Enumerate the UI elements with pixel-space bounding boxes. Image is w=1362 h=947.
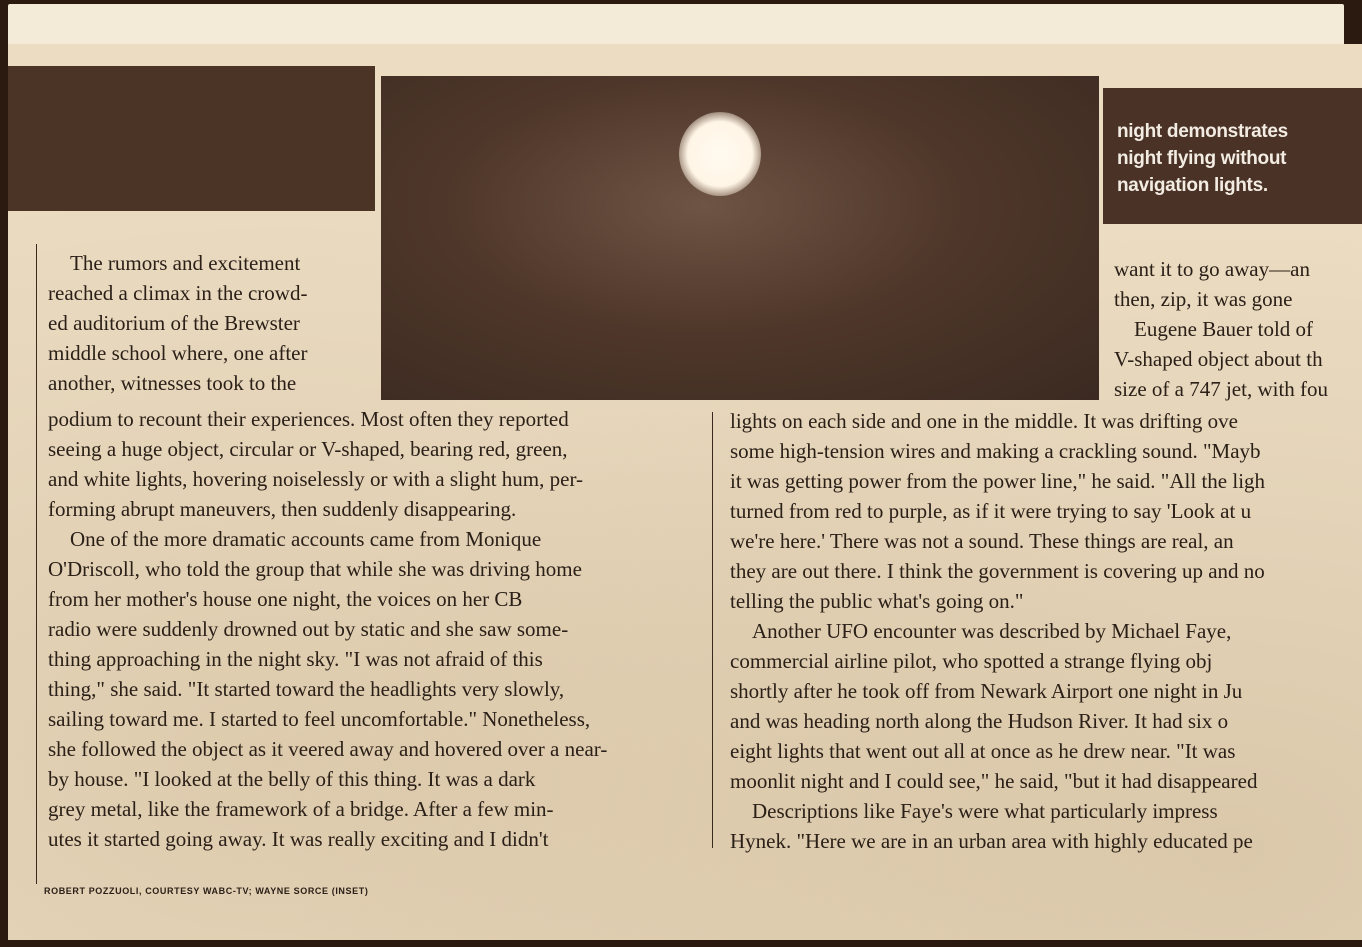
text-line: grey metal, like the framework of a bridge. After a few min- <box>48 797 554 821</box>
text-line: Descriptions like Faye's were what particularly impress <box>752 799 1218 823</box>
text-line: One of the more dramatic accounts came from Monique <box>70 527 542 551</box>
photo-left-strip <box>8 66 375 211</box>
text-line: eight lights that went out all at once as he drew near. "It was <box>730 739 1236 763</box>
inset-caption-line: night demonstrates <box>1117 121 1288 142</box>
text-line: and was heading north along the Hudson River. It had six o <box>730 709 1229 733</box>
text-line: sailing toward me. I started to feel uncomfortable." Nonetheless, <box>48 707 591 731</box>
left-column-top <box>48 248 378 398</box>
text-line: reached a climax in the crowd- <box>48 281 308 305</box>
left-column-body <box>48 404 703 854</box>
newspaper-clipping <box>8 44 1362 940</box>
text-line: O'Driscoll, who told the group that while she was driving home <box>48 557 582 581</box>
right-column-top <box>1114 254 1360 404</box>
text-line: V-shaped object about th <box>1114 347 1323 371</box>
inset-caption-line: navigation lights. <box>1117 175 1268 196</box>
text-line: we're here.' There was not a sound. These things are real, an <box>730 529 1234 553</box>
text-line: by house. "I looked at the belly of this thing. It was a dark <box>48 767 536 791</box>
inset-caption <box>1117 118 1357 199</box>
text-line: shortly after he took off from Newark Airport one night in Ju <box>730 679 1243 703</box>
right-column-body <box>730 406 1362 856</box>
text-line: they are out there. I think the government is covering up and no <box>730 559 1265 583</box>
text-line: it was getting power from the power line," he said. "All the ligh <box>730 469 1266 493</box>
text-line: another, witnesses took to the <box>48 371 297 395</box>
text-line: Hynek. "Here we are in an urban area with highly educated pe <box>730 829 1253 853</box>
inset-caption-line: night flying without <box>1117 148 1287 169</box>
text-line: she followed the object as it veered away and hovered over a near- <box>48 737 608 761</box>
text-line: radio were suddenly drowned out by static and she saw some- <box>48 617 569 641</box>
ufo-light-glow <box>679 112 761 196</box>
text-line: and white lights, hovering noiselessly or with a slight hum, per- <box>48 467 584 491</box>
text-line: then, zip, it was gone <box>1114 287 1293 311</box>
text-line: forming abrupt maneuvers, then suddenly disappearing. <box>48 497 517 521</box>
text-line: middle school where, one after <box>48 341 308 365</box>
inset-photo <box>1103 88 1362 224</box>
text-line: thing approaching in the night sky. "I was not afraid of this <box>48 647 543 671</box>
text-line: want it to go away—an <box>1114 257 1310 281</box>
text-line: Another UFO encounter was described by Michael Faye, <box>752 619 1232 643</box>
text-line: size of a 747 jet, with fou <box>1114 377 1329 401</box>
text-line: lights on each side and one in the middle. It was drifting ove <box>730 409 1238 433</box>
text-line: turned from red to purple, as if it were trying to say 'Look at u <box>730 499 1252 523</box>
left-margin-rule <box>36 244 37 884</box>
text-line: The rumors and excitement <box>70 251 301 275</box>
text-line: utes it started going away. It was really exciting and I didn't <box>48 827 549 851</box>
text-line: Eugene Bauer told of <box>1134 317 1314 341</box>
text-line: from her mother's house one night, the voices on her CB <box>48 587 523 611</box>
text-line: seeing a huge object, circular or V-shaped, bearing red, green, <box>48 437 568 461</box>
text-line: telling the public what's going on." <box>730 589 1024 613</box>
ufo-photo <box>381 76 1099 400</box>
text-line: commercial airline pilot, who spotted a strange flying obj <box>730 649 1213 673</box>
text-line: moonlit night and I could see," he said, "but it had disappeared <box>730 769 1258 793</box>
text-line: some high-tension wires and making a crackling sound. "Mayb <box>730 439 1261 463</box>
text-line: thing," she said. "It started toward the headlights very slowly, <box>48 677 565 701</box>
text-line: podium to recount their experiences. Most often they reported <box>48 407 569 431</box>
column-divider-rule <box>712 412 713 848</box>
photo-credit: ROBERT POZZUOLI, COURTESY WABC-TV; WAYNE SORCE (INSET) <box>44 886 369 896</box>
text-line: ed auditorium of the Brewster <box>48 311 300 335</box>
